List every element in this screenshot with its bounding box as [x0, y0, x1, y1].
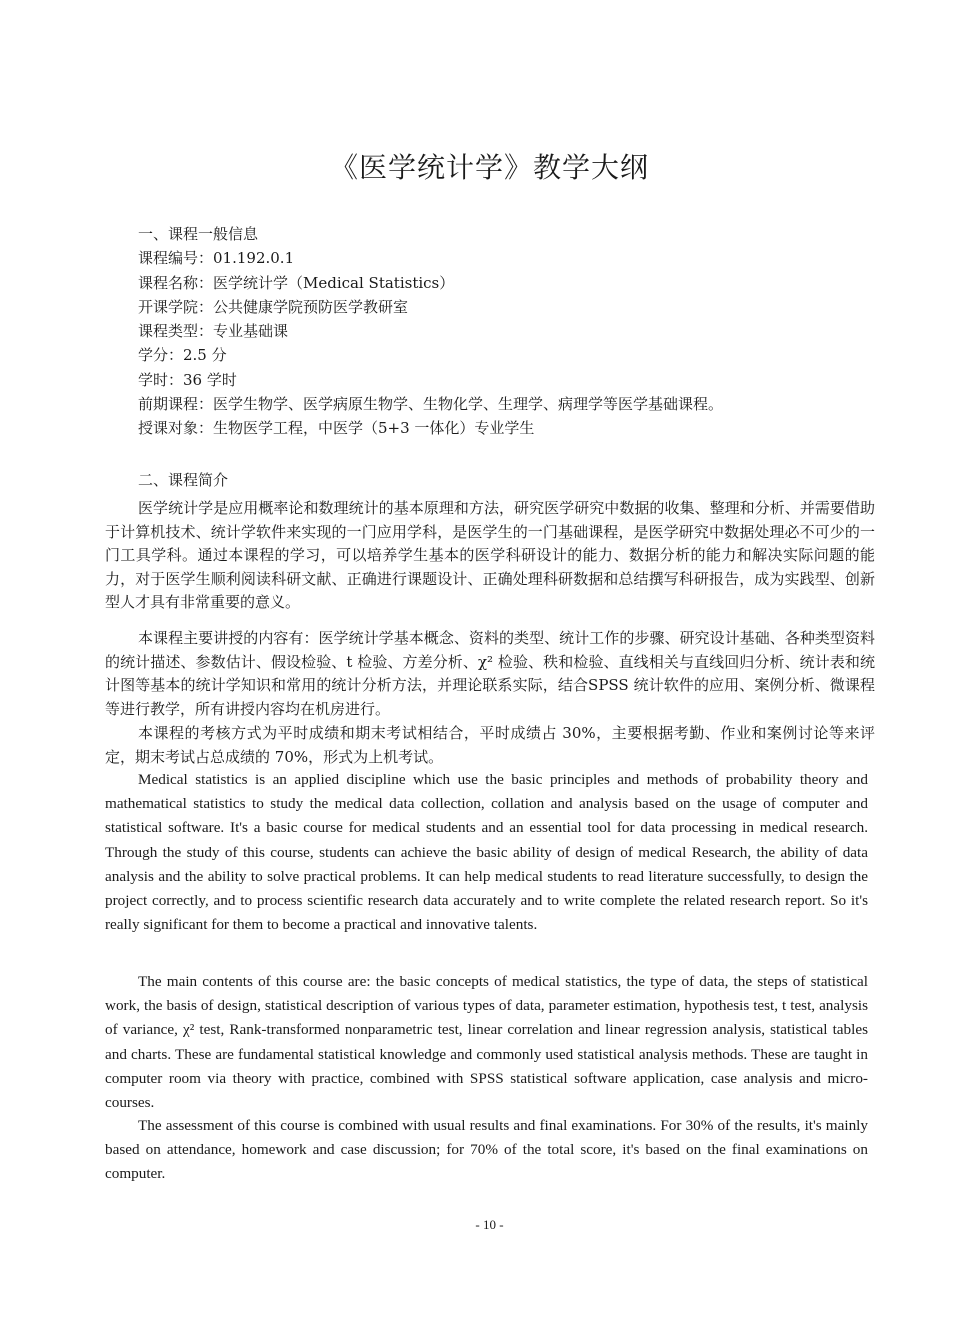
en-paragraph-intro: Medical statistics is an applied discipline which use the basic principles and methods of probability theory and mathematical statistics to study the medical data collection, collation and analysis based on the usage of computer and statistical software. It's a basic course for medical students and an essential tool for data processing in medical research. Through the study of this course, students can achieve the basic ability of design of medical Research, the ability of data analysis and the ability to solve practical problems. It can help medical students to read literature successfully, to design the project correctly, and to process scientific research data accurately and to write complete the related research report. So it's really significant for them to become a practical and innovative talents. — [105, 771, 868, 934]
zh-paragraph-contents: 本课程主要讲授的内容有：医学统计学基本概念、资料的类型、统计工作的步骤、研究设计基础、各种类型资料的统计描述、参数估计、假设检验、t 检验、方差分析、χ² 检验、秩和检验、直线相关与直线回归分析、统计表和统计图等基本的统计学知识和常用的统计分析方法，并理论联系实际，结合SPSS 统计软件的应用、案例分析、微课程等进行教学，所有讲授内容均在机房进行。 — [105, 629, 875, 718]
en-paragraph-assessment: The assessment of this course is combined with usual results and final examinations. For 30% of the results, it's mainly based on attendance, homework and case discussion; for 70% of the total score, it's based on the final examinations on computer. — [105, 1117, 868, 1183]
audience-line: 授课对象：生物医学工程，中医学（5+3 一体化）专业学生 — [138, 419, 535, 438]
hours-line: 学时：36 学时 — [138, 370, 237, 389]
section2-heading: 二、课程简介 — [138, 471, 229, 489]
zh-paragraph-assessment: 本课程的考核方式为平时成绩和期末考试相结合，平时成绩占 30%，主要根据考勤、作业和案例讨论等来评定，期末考试占总成绩的 70%，形式为上机考试。 — [105, 724, 875, 766]
course-type-line: 课程类型：专业基础课 — [138, 322, 289, 341]
page-number: - 10 - — [475, 1217, 504, 1232]
course-name-line: 课程名称：医学统计学（Medical Statistics） — [138, 273, 455, 292]
document-title: 《医学统计学》教学大纲 — [329, 151, 649, 184]
general-info-section — [138, 222, 878, 441]
en-paragraph-contents: The main contents of this course are: the basic concepts of medical statistics, the type of data, the steps of statistical work, the basis of design, statistical description of various types of data, parameter estimation, hypothesis test, t test, analysis of variance, χ² test, Rank-transformed nonparametric test, linear correlation and linear regression analysis, statistical tables and charts. These are fundamental statistical knowledge and commonly used statistical analysis methods. These are taught in computer room via theory with practice, combined with SPSS statistical software application, case analysis and micro-courses. — [105, 973, 868, 1112]
credit-line: 学分：2.5 分 — [138, 346, 227, 365]
prerequisite-line: 前期课程：医学生物学、医学病原生物学、生物化学、生理学、病理学等医学基础课程。 — [138, 395, 724, 414]
college-line: 开课学院：公共健康学院预防医学教研室 — [138, 297, 409, 316]
section1-heading: 一、课程一般信息 — [138, 225, 259, 243]
zh-paragraph-intro: 医学统计学是应用概率论和数理统计的基本原理和方法，研究医学研究中数据的收集、整理和分析、并需要借助于计算机技术、统计学软件来实现的一门应用学科，是医学生的一门基础课程，是医学研究中数据处理必不可少的一门工具学科。通过本课程的学习，可以培养学生基本的医学科研设计的能力、数据分析的能力和解决实际问题的能力，对于医学生顺利阅读科研文献、正确进行课题设计、正确处理科研数据和总结撰写科研报告，成为实践型、创新型人才具有非常重要的意义。 — [105, 499, 875, 612]
course-code-line: 课程编号：01.192.0.1 — [138, 249, 295, 268]
